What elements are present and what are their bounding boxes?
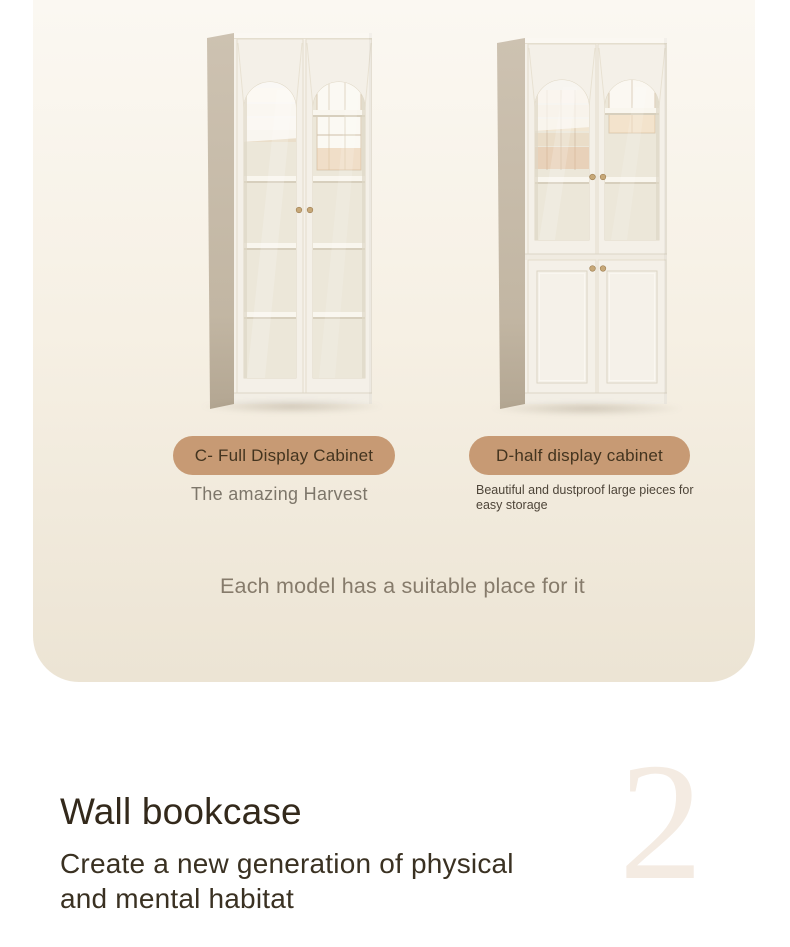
tag-c-full-display-cabinet[interactable]: C- Full Display Cabinet xyxy=(173,436,395,475)
hero-footnote: Each model has a suitable place for it xyxy=(220,574,585,598)
cabinet-d-shadow xyxy=(489,401,685,416)
cabinet-c-shadow xyxy=(199,399,385,414)
cabinet-d-caption: Beautiful and dustproof large pieces for easy storage xyxy=(476,483,694,512)
section-number: 2 xyxy=(619,729,703,915)
cabinet-c-image xyxy=(207,30,372,410)
hero-panel xyxy=(33,0,755,682)
cabinet-d-image xyxy=(497,35,669,410)
cabinet-c-caption: The amazing Harvest xyxy=(191,484,368,504)
section-subtitle: Create a new generation of physical and mental habitat xyxy=(60,848,514,914)
tag-d-half-display-cabinet[interactable]: D-half display cabinet xyxy=(469,436,690,475)
section-title: Wall bookcase xyxy=(60,791,302,832)
